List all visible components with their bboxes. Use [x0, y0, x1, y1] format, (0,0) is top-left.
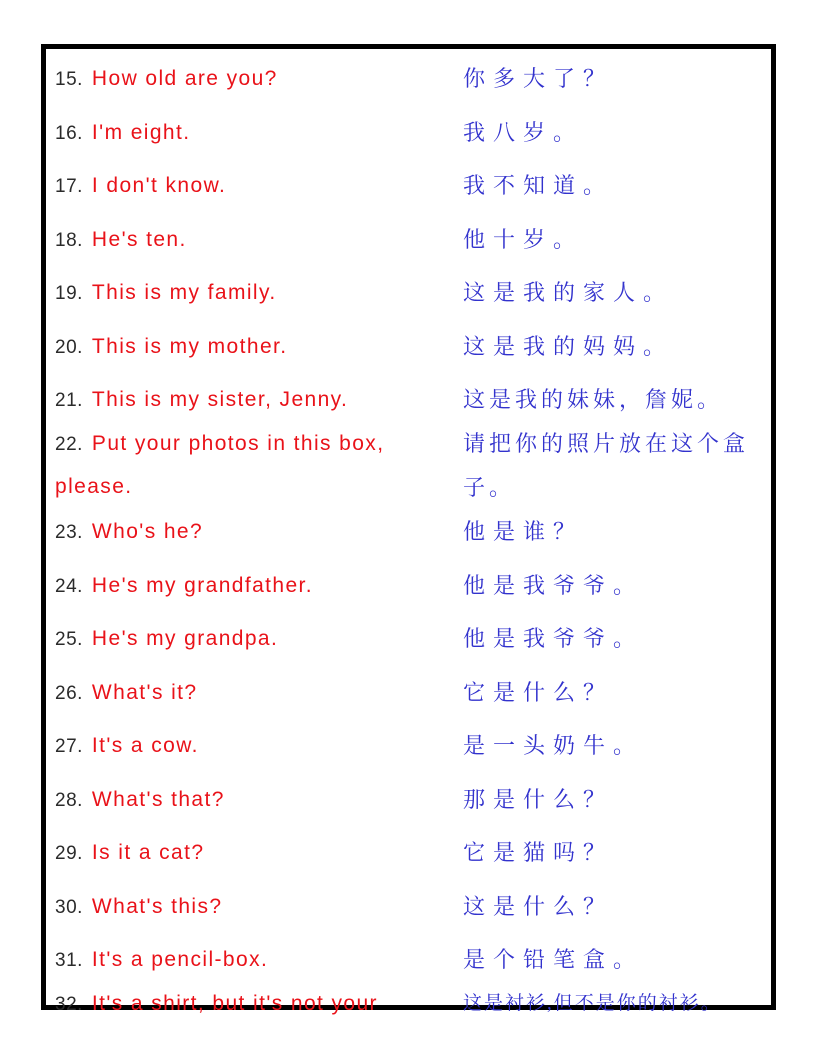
chinese-cell: [463, 725, 755, 769]
item-number: 23.: [55, 522, 83, 543]
english-cell: [55, 326, 463, 370]
chinese-translation: 这是我的妹妹，詹妮。: [463, 387, 724, 412]
english-phrase: It's a pencil-box.: [91, 948, 269, 971]
item-number: 24.: [55, 575, 83, 597]
english-phrase: He's my grandpa.: [91, 627, 279, 650]
phrase-list: [55, 58, 771, 1026]
chinese-translation: 是个铅笔盒。: [463, 947, 644, 972]
list-item: [55, 58, 771, 102]
chinese-cell: [463, 672, 755, 716]
chinese-cell: [463, 939, 755, 983]
list-item: [55, 832, 771, 876]
item-number: 26.: [55, 682, 83, 704]
chinese-cell: [463, 886, 755, 930]
list-item: [55, 423, 771, 511]
english-cell: [55, 511, 463, 555]
chinese-translation: 我八岁。: [463, 119, 584, 145]
item-number: 22.: [55, 434, 83, 455]
item-number: 32.: [55, 994, 83, 1015]
chinese-cell: [463, 511, 755, 555]
chinese-cell: [463, 219, 755, 263]
list-item: [55, 272, 771, 316]
chinese-cell: [463, 326, 755, 370]
list-item: [55, 886, 771, 930]
item-number: 27.: [55, 736, 83, 757]
english-phrase: This is my mother.: [91, 334, 288, 358]
chinese-translation: 他是我爷爷。: [463, 626, 644, 651]
chinese-cell: [463, 423, 755, 511]
item-number: 29.: [55, 843, 83, 864]
english-phrase: Who's he?: [91, 520, 204, 543]
english-cell: [55, 379, 463, 423]
chinese-cell: [463, 832, 755, 876]
chinese-translation: 是一头奶牛。: [463, 733, 644, 758]
english-phrase: This is my family.: [91, 281, 277, 304]
english-phrase: Put your photos in this box, please.: [55, 432, 385, 498]
chinese-translation: 这是衬衫,但不是你的衬衫。: [463, 993, 722, 1014]
chinese-translation: 请把你的照片放在这个盒子。: [463, 431, 750, 500]
content-frame: [41, 44, 776, 1015]
item-number: 30.: [55, 896, 83, 918]
list-item: [55, 511, 771, 555]
english-cell: [55, 886, 463, 930]
english-cell: [55, 939, 463, 983]
chinese-translation: 这是什么？: [463, 893, 614, 919]
item-number: 17.: [55, 176, 83, 197]
list-item: [55, 165, 771, 209]
item-number: 19.: [55, 283, 83, 304]
english-cell: [55, 983, 463, 1026]
chinese-translation: 他是我爷爷。: [463, 572, 644, 598]
english-cell: [55, 779, 463, 823]
chinese-cell: [463, 272, 755, 316]
chinese-translation: 它是猫吗？: [463, 840, 614, 865]
list-item: [55, 983, 771, 1026]
list-item: [55, 379, 771, 423]
chinese-translation: 这是我的家人。: [463, 280, 674, 305]
english-phrase: It's a cow.: [91, 734, 199, 757]
list-item: [55, 112, 771, 156]
chinese-cell: [463, 618, 755, 662]
chinese-cell: [463, 779, 755, 823]
english-cell: [55, 618, 463, 662]
chinese-translation: 我不知道。: [463, 173, 614, 198]
chinese-translation: 他十岁。: [463, 226, 584, 252]
english-cell: [55, 165, 463, 209]
chinese-translation: 它是什么？: [463, 679, 614, 705]
chinese-translation: 那是什么？: [463, 786, 614, 812]
english-phrase: What's it?: [91, 680, 198, 704]
item-number: 15.: [55, 69, 83, 90]
chinese-translation: 他是谁？: [463, 519, 584, 544]
english-phrase: What's that?: [91, 787, 225, 811]
english-cell: [55, 423, 463, 511]
item-number: 20.: [55, 336, 83, 358]
chinese-cell: [463, 165, 755, 209]
english-phrase: How old are you?: [91, 67, 278, 90]
chinese-cell: [463, 983, 755, 1026]
english-cell: [55, 565, 463, 609]
english-phrase: Is it a cat?: [91, 841, 205, 864]
item-number: 25.: [55, 629, 83, 650]
list-item: [55, 326, 771, 370]
list-item: [55, 672, 771, 716]
item-number: 21.: [55, 390, 83, 411]
item-number: 28.: [55, 789, 83, 811]
english-phrase: He's my grandfather.: [91, 573, 314, 597]
english-cell: [55, 112, 463, 156]
english-cell: [55, 725, 463, 769]
english-cell: [55, 672, 463, 716]
list-item: [55, 618, 771, 662]
english-phrase: It's a shirt, but it's not your: [91, 992, 378, 1015]
item-number: 16.: [55, 122, 83, 144]
chinese-cell: [463, 379, 755, 423]
list-item: [55, 725, 771, 769]
english-phrase: This is my sister, Jenny.: [91, 388, 349, 411]
english-cell: [55, 58, 463, 102]
list-item: [55, 779, 771, 823]
english-cell: [55, 219, 463, 263]
chinese-translation: 你多大了？: [463, 66, 614, 91]
item-number: 31.: [55, 950, 83, 971]
english-phrase: He's ten.: [91, 227, 187, 251]
chinese-cell: [463, 565, 755, 609]
english-cell: [55, 832, 463, 876]
english-phrase: What's this?: [91, 894, 223, 918]
english-cell: [55, 272, 463, 316]
chinese-translation: 这是我的妈妈。: [463, 333, 674, 359]
chinese-cell: [463, 112, 755, 156]
english-phrase: I'm eight.: [91, 120, 191, 144]
list-item: [55, 565, 771, 609]
item-number: 18.: [55, 229, 83, 251]
chinese-cell: [463, 58, 755, 102]
list-item: [55, 219, 771, 263]
list-item: [55, 939, 771, 983]
english-phrase: I don't know.: [91, 174, 227, 197]
